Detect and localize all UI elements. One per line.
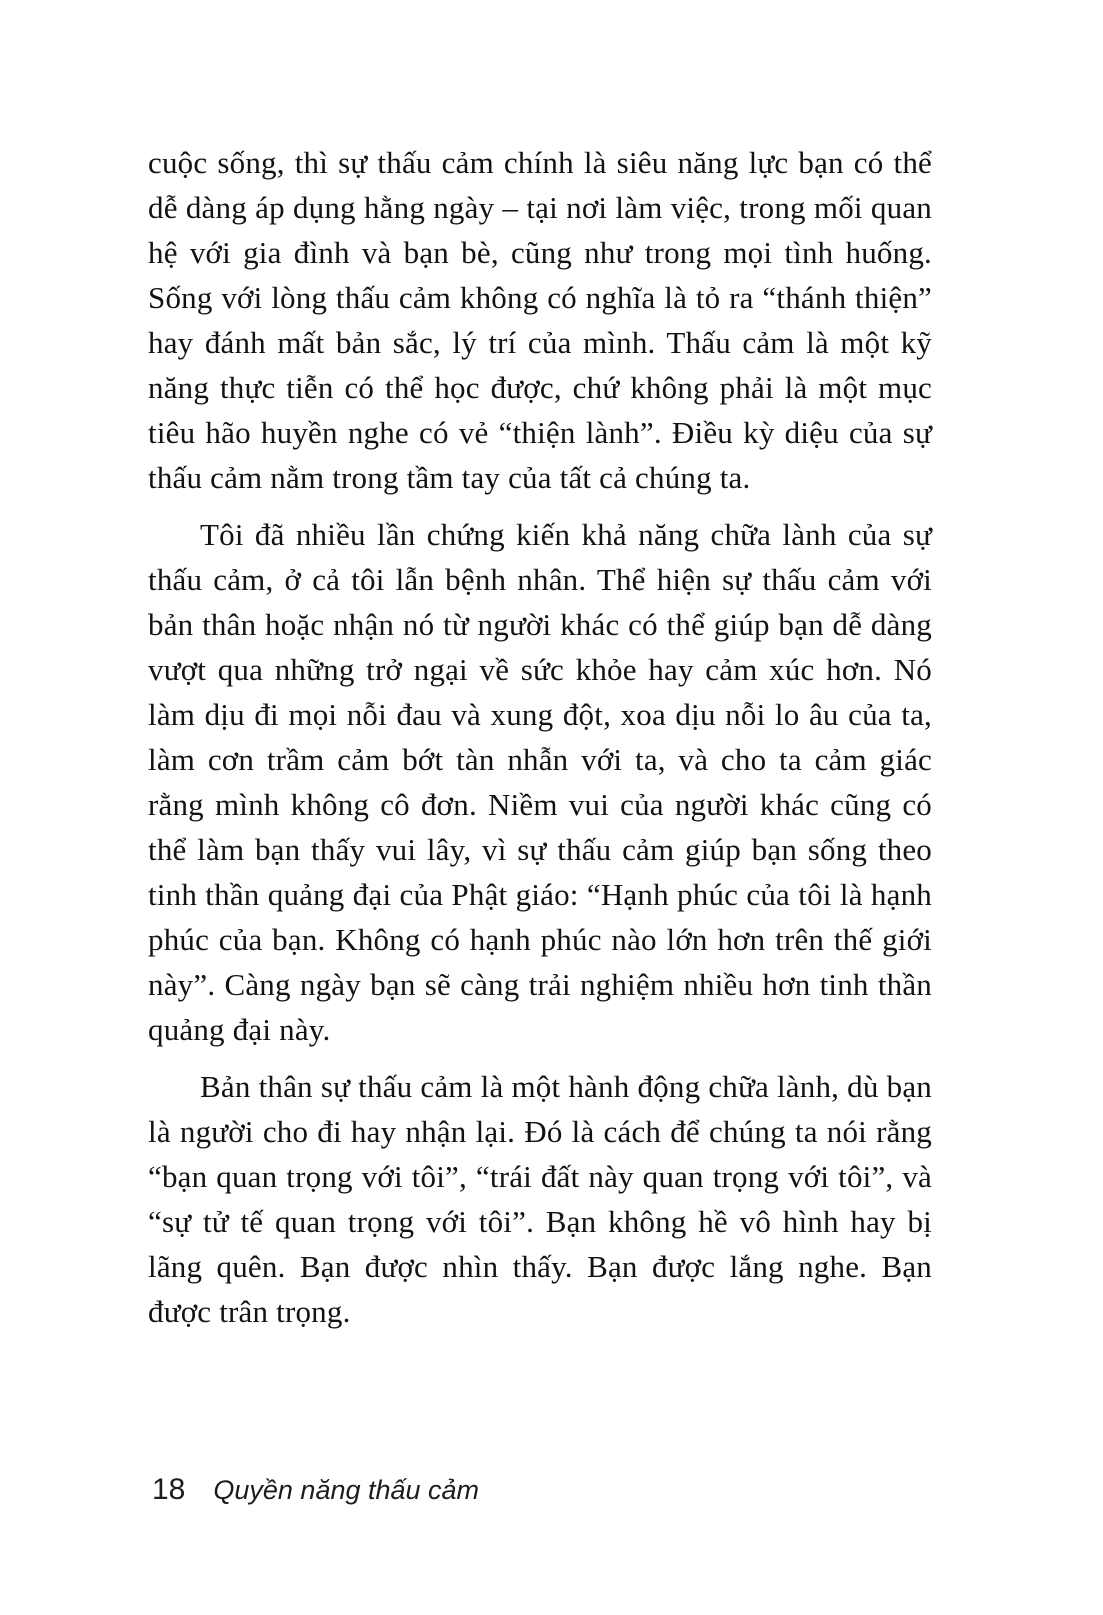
page-number: 18	[152, 1473, 186, 1506]
paragraph-continued: cuộc sống, thì sự thấu cảm chính là siêu năng lực bạn có thể dễ dàng áp dụng hằng ngày – tại nơi làm việc, trong mối quan hệ với gia đình và bạn bè, cũng như trong mọi tình huống. Sống với lòng thấu cảm không có nghĩa là tỏ ra “thánh thiện” hay đánh mất bản sắc, lý trí của mình. Thấu cảm là một kỹ năng thực tiễn có thể học được, chứ không phải là một mục tiêu hão huyền nghe có vẻ “thiện lành”. Điều kỳ diệu của sự thấu cảm nằm trong tầm tay của tất cả chúng ta.	[148, 145, 932, 495]
running-title: Quyền năng thấu cảm	[213, 1475, 480, 1505]
page-body	[148, 140, 932, 1346]
paragraph: Tôi đã nhiều lần chứng kiến khả năng chữa lành của sự thấu cảm, ở cả tôi lẫn bệnh nhân. Thể hiện sự thấu cảm với bản thân hoặc nhận nó từ người khác có thể giúp bạn dễ dàng vượt qua những trở ngại về sức khỏe hay cảm xúc hơn. Nó làm dịu đi mọi nỗi đau và xung đột, xoa dịu nỗi lo âu của ta, làm cơn trầm cảm bớt tàn nhẫn với ta, và cho ta cảm giác rằng mình không cô đơn. Niềm vui của người khác cũng có thể làm bạn thấy vui lây, vì sự thấu cảm giúp bạn sống theo tinh thần quảng đại của Phật giáo: “Hạnh phúc của tôi là hạnh phúc của bạn. Không có hạnh phúc nào lớn hơn trên thế giới này”. Càng ngày bạn sẽ càng trải nghiệm nhiều hơn tinh thần quảng đại này.	[148, 517, 932, 1047]
page-footer	[152, 1473, 479, 1507]
paragraph: Bản thân sự thấu cảm là một hành động chữa lành, dù bạn là người cho đi hay nhận lại. Đó là cách để chúng ta nói rằng “bạn quan trọng với tôi”, “trái đất này quan trọng với tôi”, và “sự tử tế quan trọng với tôi”. Bạn không hề vô hình hay bị lãng quên. Bạn được nhìn thấy. Bạn được lắng nghe. Bạn được trân trọng.	[148, 1069, 932, 1329]
